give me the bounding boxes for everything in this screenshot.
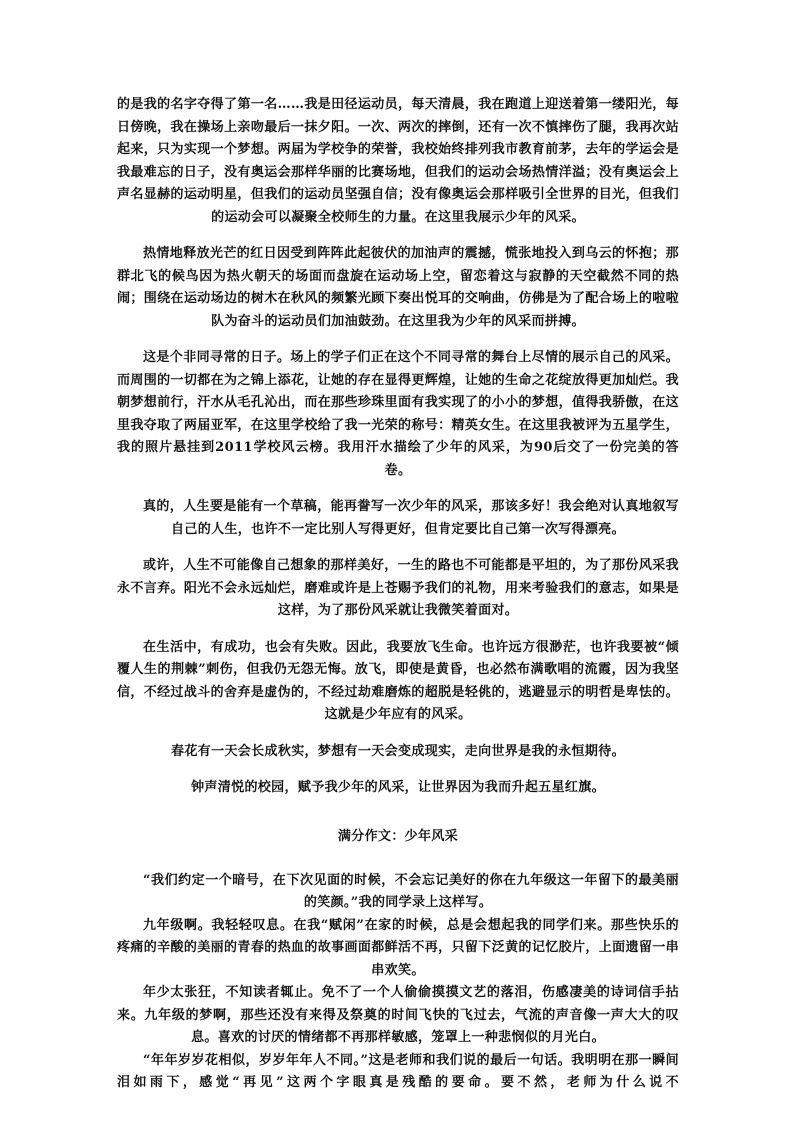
essay-shaonian-fengcai	[117, 870, 679, 1095]
essay1-paragraph-7: 春花有一天会长成秋实，梦想有一天会变成现实，走向世界是我的永恒期待。	[171, 743, 625, 759]
essay1-paragraph-6: 在生活中，有成功，也会有失败。因此，我要放飞生命。也许远方很渺茫，也许我要被“倾覆人生的荆棘”刺伤，但我仍无怨无悔。放飞，即使是黄昏，也必然布满歌唱的流霞，因为我坚信，不经过战斗的舍弃是虚伪的，不经过劫难磨炼的超脱是轻佻的，逃避显示的明哲是卑怯的。这就是少年应有的风采。	[117, 639, 679, 722]
essay1-paragraph-3: 这是个非同寻常的日子。场上的学子们正在这个不同寻常的舞台上尽情的展示自己的风采。而周围的一切都在为之锦上添花，让她的存在显得更辉煌，让她的生命之花绽放得更加灿烂。我朝梦想前行，汗水从毛孔沁出，而在那些珍珠里面有我实现了的小小的梦想，值得我骄傲，在这里我夺取了两届亚军，在这里学校给了我一光荣的称号：精英女生。在这里我被评为五星学生，我的照片悬挂到2011学校风云榜。我用汗水描绘了少年的风采，为90后交了一份完美的答卷。	[117, 350, 679, 478]
essay2-paragraph-4: “年年岁岁花相似，岁岁年年人不同。”这是老师和我们说的最后一句话。我明明在那一瞬间泪如雨下，感觉“再见”这两个字眼真是残酷的要命。要不然，老师为什么说不	[117, 1052, 679, 1090]
document-page	[117, 94, 679, 1095]
essay2-title: 满分作文：少年风采	[337, 828, 459, 844]
essay1-paragraph-1: 的是我的名字夺得了第一名……我是田径运动员，每天清晨，我在跑道上迎送着第一缕阳光，每日傍晚，我在操场上亲吻最后一抹夕阳。一次、两次的摔倒，还有一次不慎摔伤了腿，我再次站起来，只为实现一个梦想。两届为学校争的荣誉，我校始终排列我市教育前茅，去年的学运会是我最难忘的日子，没有奥运会那样华丽的比赛场地，但我们的运动会场热情洋溢；没有奥运会上声名显赫的运动明星，但我们的运动员坚强自信；没有像奥运会那样吸引全世界的目光，但我们的运动会可以凝聚全校师生的力量。在这里我展示少年的风采。	[117, 97, 679, 225]
essay1-paragraph-5: 或许，人生不可能像自己想象的那样美好，一生的路也不可能都是平坦的，为了那份风采我永不言弃。阳光不会永远灿烂，磨难或许是上苍赐予我们的礼物，用来考验我们的意志，如果是这样，为了那份风采就让我微笑着面对。	[117, 558, 679, 618]
essay1-paragraph-8: 钟声清悦的校园，赋予我少年的风采，让世界因为我而升起五星红旗。	[191, 780, 605, 795]
essay-continued	[117, 94, 679, 800]
essay2-paragraph-1: “我们约定一个暗号，在下次见面的时候，不会忘记美好的你在九年级这一年留下的最美丽的笑颜。”我的同学录上这样写。	[143, 872, 679, 910]
essay1-paragraph-2: 热情地释放光芒的红日因受到阵阵此起彼伏的加油声的震撼，慌张地投入到乌云的怀抱；那群北飞的候鸟因为热火朝天的场面而盘旋在运动场上空，留恋着这与寂静的天空截然不同的热闹；围绕在运动场边的树木在秋风的频繁光顾下奏出悦耳的交响曲，仿佛是为了配合场上的啦啦队为奋斗的运动员们加油鼓劲。在这里我为少年的风采而拼搏。	[117, 246, 679, 329]
essay1-paragraph-4: 真的，人生要是能有一个草稿，能再誊写一次少年的风采，那该多好！我会绝对认真地叙写自己的人生，也许不一定比别人写得更好，但肯定要比自己第一次写得漂亮。	[143, 499, 679, 537]
essay2-paragraph-3: 年少太张狂，不知读者辄止。免不了一个人偷偷摸摸文艺的落泪，伤感凄美的诗词信手拈来。九年级的梦啊，那些还没有来得及祭奠的时间飞快的飞过去，气流的声音像一声大大的叹息。喜欢的讨厌的情绪都不再那样敏感，笼罩上一种悲悯似的月光白。	[117, 985, 679, 1045]
essay2-paragraph-2: 九年级啊。我轻轻叹息。在我“赋闲”在家的时候，总是会想起我的同学们来。那些快乐的疼痛的辛酸的美丽的青春的热血的故事画面都鲜活不再，只留下泛黄的记忆胶片，上面遗留一串串欢笑。	[117, 917, 679, 978]
